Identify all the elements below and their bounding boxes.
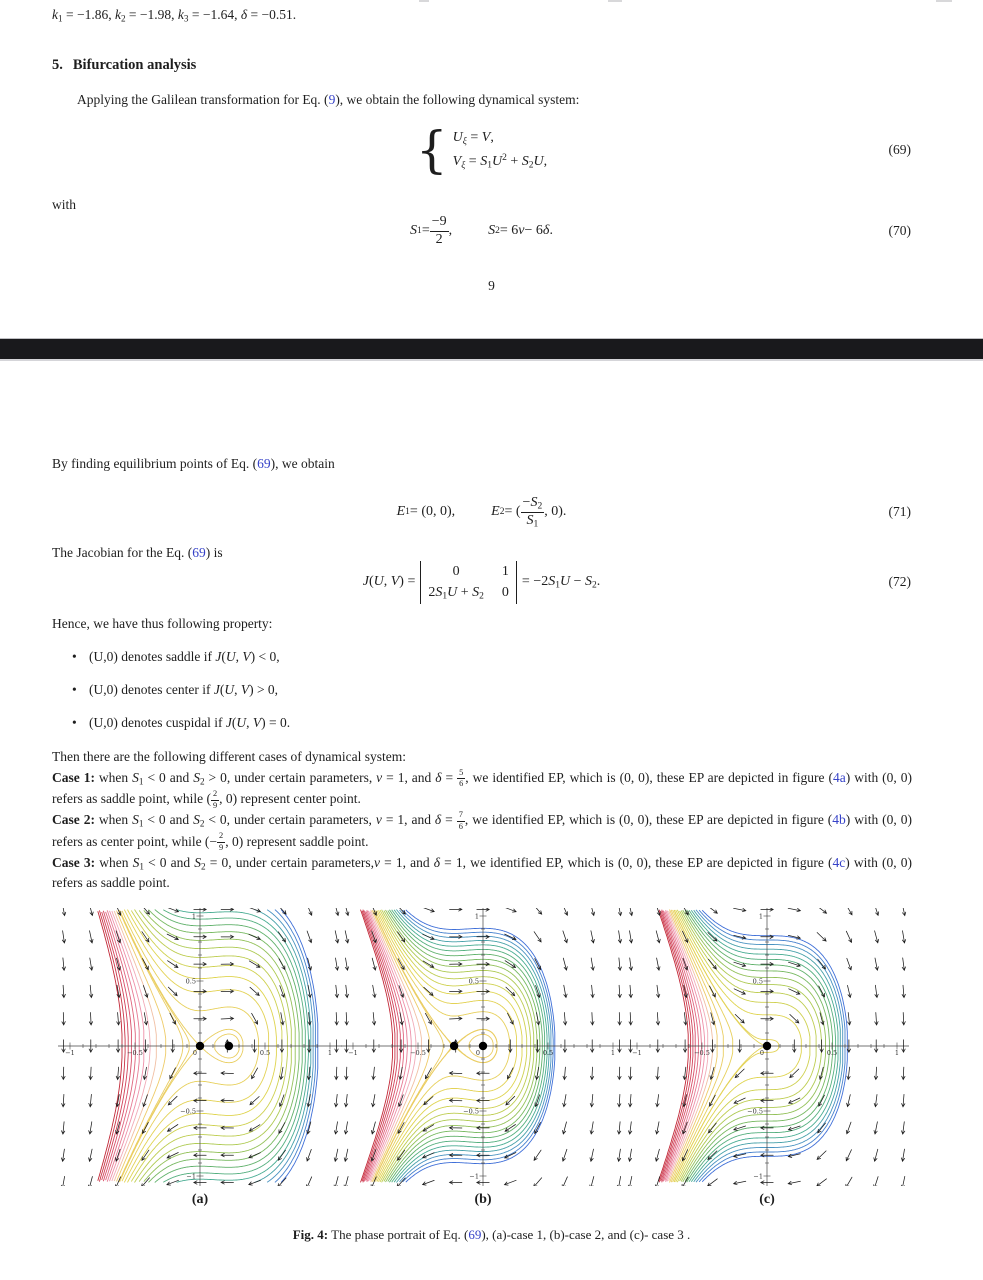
eq-ref-link[interactable]: 4b xyxy=(832,812,846,828)
page-edge-line xyxy=(0,359,983,361)
panel-label-b: (b) xyxy=(474,1192,492,1207)
equilibrium-point-saddle xyxy=(763,1042,771,1050)
panel-label-c: (c) xyxy=(759,1192,775,1207)
svg-text:−1: −1 xyxy=(469,1172,479,1181)
svg-text:−0.5: −0.5 xyxy=(747,1107,763,1116)
bullet-item xyxy=(72,648,280,666)
page-break-divider xyxy=(0,339,983,359)
determinant-matrix xyxy=(420,561,517,604)
phase-portrait-b xyxy=(341,908,625,1186)
eq-ref-link[interactable]: 69 xyxy=(192,545,206,560)
equilibrium-point-center xyxy=(225,1042,233,1050)
svg-text:−0.5: −0.5 xyxy=(410,1049,426,1057)
eq69-line1: $U_\xi = V$, xyxy=(452,130,494,147)
eq-ref-link[interactable]: 4a xyxy=(832,770,846,785)
case-2-paragraph: Case 2: when $S_1 < 0$ and $S_2 < 0$, under certain parameters, v = 1, and δ = $\frac{7}{6}$ , we identified EP, which is (0, 0), these EP are depicted in figure (4b) with (0, 0) refers as center point, while (− $\frac{2}{9}$ , 0) represent saddle point. xyxy=(52,810,912,852)
svg-text:−0.5: −0.5 xyxy=(127,1049,143,1057)
equation-70 xyxy=(52,206,911,256)
svg-text:0: 0 xyxy=(759,1049,764,1057)
jacobian-line: The Jacobian for the Eq. (69) is xyxy=(52,545,223,560)
bullet-text: (U,0) denotes cuspidal if J(U, V) = 0. xyxy=(89,715,291,730)
phase-portrait-c xyxy=(625,908,909,1186)
equation-number: (70) xyxy=(888,223,911,238)
svg-text:−1: −1 xyxy=(65,1049,75,1057)
bullet-icon: • xyxy=(72,682,77,697)
eq-ref-link[interactable]: 69 xyxy=(468,1227,482,1242)
svg-text:1: 1 xyxy=(191,912,196,921)
svg-text:0: 0 xyxy=(192,1049,197,1057)
svg-text:0.5: 0.5 xyxy=(542,1049,554,1057)
case-3-paragraph: Case 3: when $S_1 < 0$ and $S_2 = 0$, under certain parameters,v = 1, and δ = 1, we identified EP, which is (0, 0), these EP are depicted in figure (4c) with (0, 0) refers as saddle point. xyxy=(52,854,912,890)
equilibrium-point-saddle xyxy=(450,1042,458,1050)
case-1-paragraph: Case 1: when $S_1 < 0$ and $S_2 > 0$, under certain parameters, v = 1, and δ = $\frac{5}{6}$ , we identified EP, which is (0, 0), these EP are depicted in figure (4a) with (0, 0) refers as saddle point, while ( $\frac{2}{9}$ , 0) represent center point. xyxy=(52,767,912,810)
bullet-icon: • xyxy=(72,715,77,730)
equilibrium-point-center xyxy=(479,1042,487,1050)
svg-text:0.5: 0.5 xyxy=(826,1049,838,1057)
equation-number: (69) xyxy=(888,142,911,157)
svg-text:−1: −1 xyxy=(186,1172,196,1181)
matrix-cell: 0 xyxy=(501,584,509,600)
svg-text:0.5: 0.5 xyxy=(752,977,763,986)
equation-number: (71) xyxy=(888,504,911,519)
figure-caption: Fig. 4: The phase portrait of Eq. (69), (a)-case 1, (b)-case 2, and (c)- case 3 . xyxy=(292,1227,691,1242)
case-paragraphs xyxy=(52,768,912,893)
svg-text:0.5: 0.5 xyxy=(468,977,479,986)
svg-text:1: 1 xyxy=(610,1049,616,1057)
finding-line: By finding equilibrium points of Eq. (69), we obtain xyxy=(52,456,335,471)
equation-number: (72) xyxy=(888,574,911,589)
then-line: Then there are the following different cases of dynamical system: xyxy=(52,749,406,764)
svg-text:−1: −1 xyxy=(632,1049,642,1057)
svg-text:1: 1 xyxy=(758,912,763,921)
cropped-line-fragment xyxy=(608,0,622,2)
panel-label-a: (a) xyxy=(191,1192,209,1207)
section-heading: 5. Bifurcation analysis xyxy=(52,57,197,73)
bullet-icon: • xyxy=(72,649,77,664)
equation-72 xyxy=(52,556,911,608)
svg-text:1: 1 xyxy=(894,1049,900,1057)
matrix-cell: 1 xyxy=(501,563,509,579)
cropped-line-fragment xyxy=(419,0,429,2)
bullet-text: (U,0) denotes center if J(U, V) > 0, xyxy=(89,682,279,697)
eq-ref-link[interactable]: 4c xyxy=(832,854,846,870)
equation-71 xyxy=(52,487,911,537)
equation-69 xyxy=(52,122,911,178)
with-label: with xyxy=(52,197,77,212)
left-brace: { xyxy=(415,121,448,179)
svg-text:1: 1 xyxy=(327,1049,333,1057)
matrix-cell: 0 xyxy=(452,563,460,579)
svg-text:0: 0 xyxy=(475,1049,480,1057)
svg-text:−1: −1 xyxy=(348,1049,358,1057)
svg-text:−0.5: −0.5 xyxy=(694,1049,710,1057)
cropped-line-fragment xyxy=(936,0,952,2)
bullet-item xyxy=(72,681,278,699)
svg-text:−1: −1 xyxy=(753,1172,763,1181)
eq72-rhs: = $-2S_1U - S_2$. xyxy=(521,574,601,591)
eq-ref-link[interactable]: 69 xyxy=(257,456,271,471)
figure-4 xyxy=(0,908,983,1186)
eq71-body: E 1 = (0, 0), E 2 = ( $\frac{-S_2}{S_1}$ , 0). xyxy=(396,494,567,529)
eq-ref-link[interactable]: 9 xyxy=(328,92,336,107)
page-number: 9 xyxy=(488,278,495,293)
eq72-lhs: J(U, V) = xyxy=(362,574,416,589)
matrix-cell: $2S_1U + S_2$ xyxy=(428,584,484,601)
bullet-text: (U,0) denotes saddle if J(U, V) < 0, xyxy=(89,649,280,664)
svg-text:−0.5: −0.5 xyxy=(463,1107,479,1116)
eq70-body: S 1 = $\frac{-9}{2}$ , S 2 = 6 v − 6 δ . xyxy=(410,213,553,247)
svg-text:−0.5: −0.5 xyxy=(180,1107,196,1116)
svg-text:0.5: 0.5 xyxy=(185,977,196,986)
bullet-item xyxy=(72,714,290,732)
parameter-values-line: $k_1 = -1.86$, $k_2 = -1.98$, $k_3 = -1.64$, δ = −0.51. xyxy=(52,7,297,24)
intro-paragraph: Applying the Galilean transformation for Eq. (9), we obtain the following dynamical system: xyxy=(77,92,580,107)
phase-portrait-a xyxy=(58,908,342,1186)
equilibrium-point-saddle xyxy=(196,1042,204,1050)
cases-system xyxy=(415,121,548,179)
svg-text:0.5: 0.5 xyxy=(259,1049,271,1057)
eq69-line2: $V_\xi = S_1U^2 + S_2U$, xyxy=(452,152,548,171)
svg-text:1: 1 xyxy=(474,912,479,921)
hence-line: Hence, we have thus following property: xyxy=(52,616,273,631)
